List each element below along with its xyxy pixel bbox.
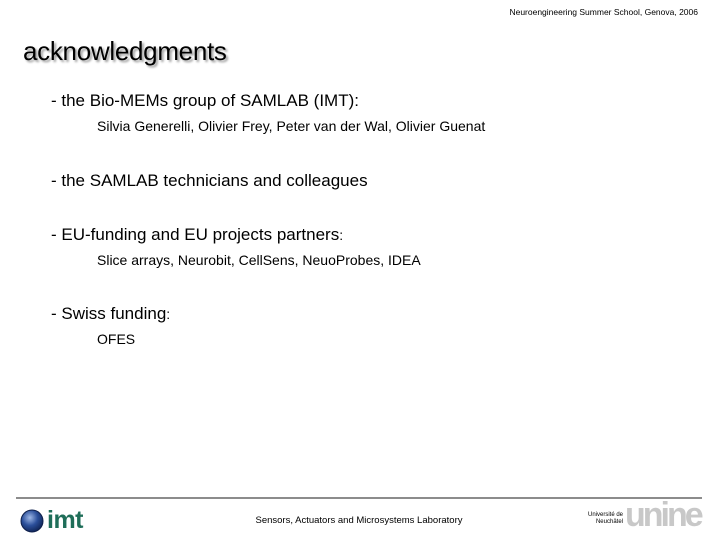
item-main-text: - Swiss funding [51, 304, 167, 323]
unine-logo-small-text: Université de Neuchâtel [587, 512, 623, 525]
item-main: - the SAMLAB technicians and colleagues [51, 171, 368, 190]
list-item [51, 303, 170, 349]
item-main [51, 303, 170, 325]
footer-lab-name: Sensors, Actuators and Microsystems Laboratory [255, 515, 463, 526]
item-main [51, 224, 421, 246]
unine-logo-big-text: unine [625, 496, 701, 534]
footer-divider [16, 497, 702, 499]
item-colon: : [166, 306, 171, 322]
item-sub: Silvia Generelli, Olivier Frey, Peter van der Wal, Olivier Guenat [97, 118, 486, 134]
list-item [51, 224, 421, 270]
slide-title: acknowledgments [23, 36, 227, 66]
item-sub: OFES [97, 331, 136, 347]
header-note: Neuroengineering Summer School, Genova, 2006 [509, 7, 698, 17]
unine-logo [585, 496, 701, 534]
imt-logo-text: imt [47, 506, 83, 534]
item-main-text: - EU-funding and EU projects partners [51, 225, 340, 244]
item-sub: Slice arrays, Neurobit, CellSens, NeuoProbes, IDEA [97, 252, 421, 268]
item-colon: : [339, 227, 344, 243]
list-item [51, 170, 368, 192]
item-main: - the Bio-MEMs group of SAMLAB (IMT): [51, 91, 359, 110]
list-item [51, 90, 485, 136]
